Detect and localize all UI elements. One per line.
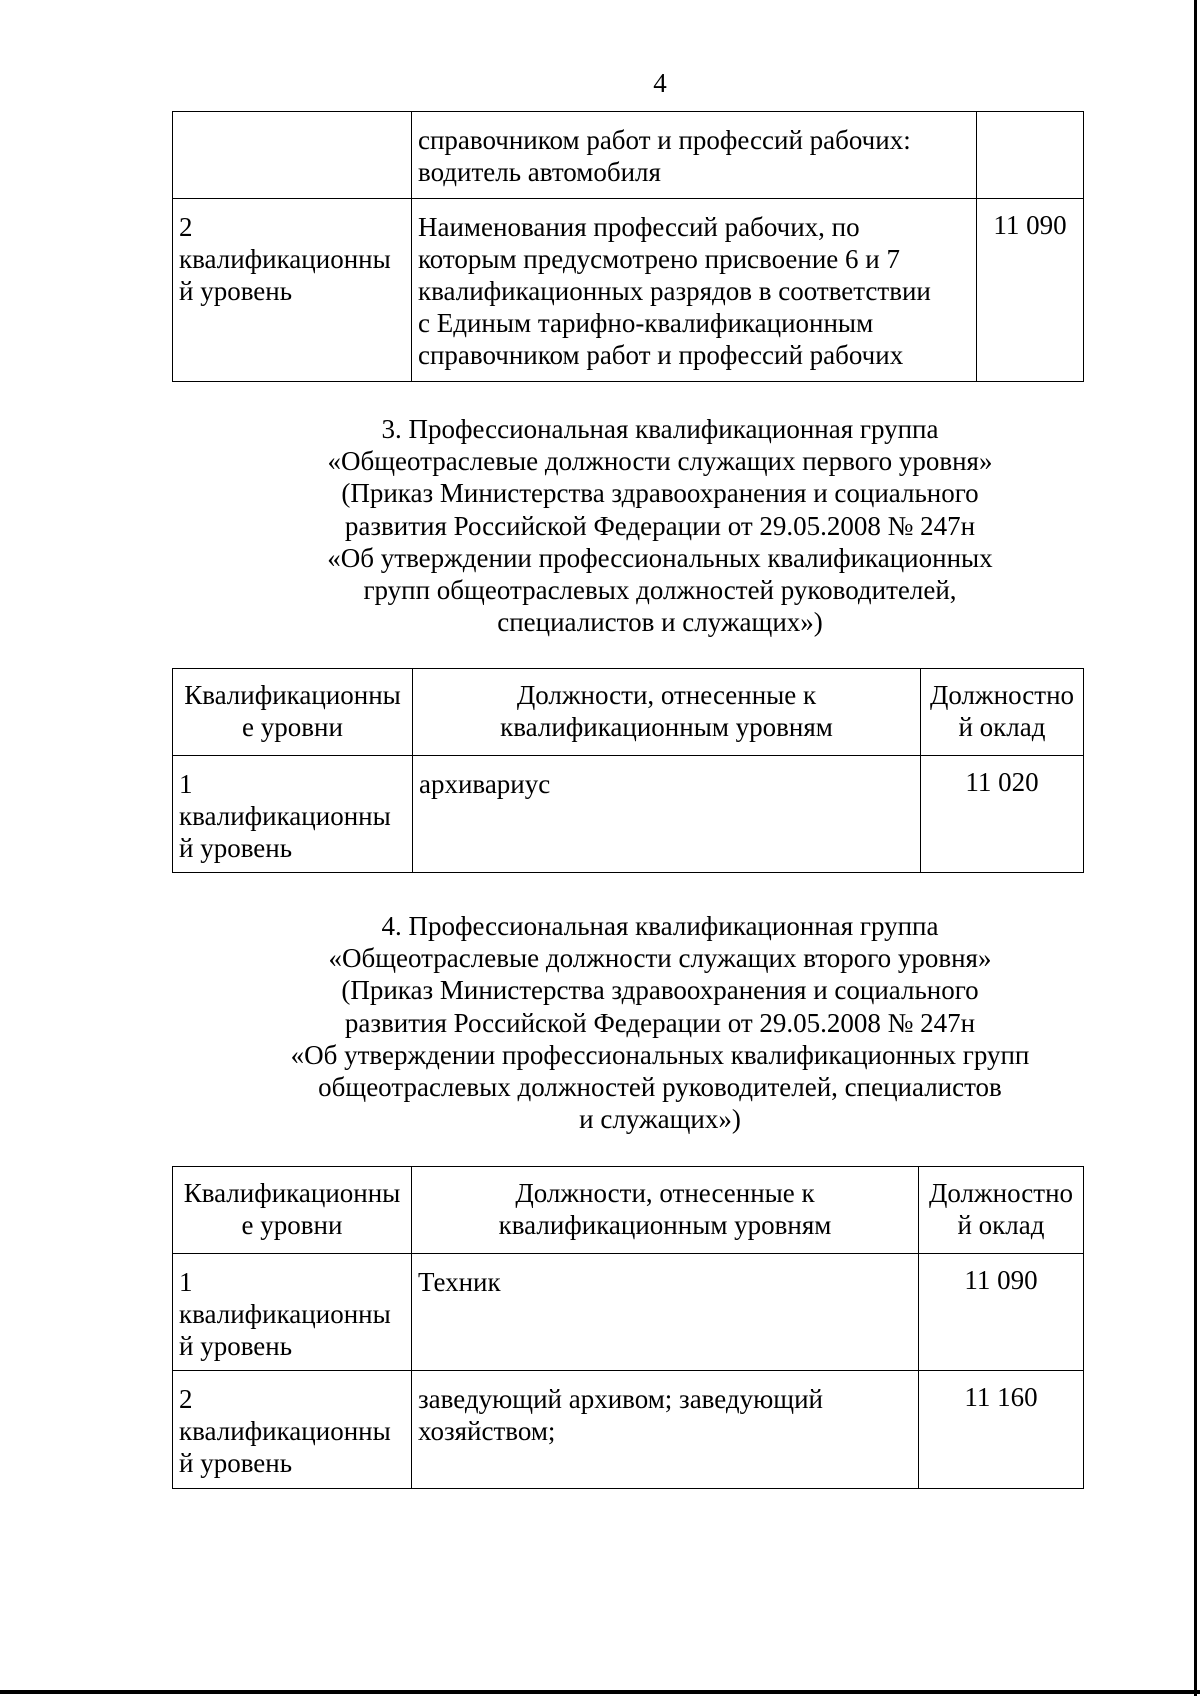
header-text-line: Должностно — [928, 1178, 1074, 1208]
heading-line: «Общеотраслевые должности служащих первого уровня» — [327, 446, 993, 477]
header-positions — [413, 669, 921, 756]
header-text-line: квалификационным уровням — [498, 1210, 832, 1240]
header-text-line: Должности, отнесенные к — [516, 680, 817, 710]
level-text-line: й уровень — [179, 1448, 293, 1478]
level-text-line: й уровень — [179, 833, 293, 863]
section-3-heading — [200, 413, 1120, 638]
heading-line: «Общеотраслевые должности служащих второго уровня» — [328, 943, 992, 974]
heading-line: «Об утверждении профессиональных квалификационных групп — [290, 1039, 1030, 1070]
table-row — [173, 756, 1084, 873]
cell-text-line: справочником работ и профессий рабочих: — [418, 125, 911, 155]
page-edge-bottom — [0, 1690, 1200, 1694]
table-row — [173, 1254, 1084, 1371]
salary-cell: 11 020 — [921, 756, 1084, 873]
level-cell — [173, 1254, 412, 1371]
level-cell — [173, 199, 412, 382]
heading-line: специалистов и служащих») — [497, 607, 823, 638]
table-row — [173, 1371, 1084, 1489]
heading-line: «Об утверждении профессиональных квалификационных — [327, 542, 993, 573]
header-positions — [412, 1167, 919, 1254]
level-number: 2 — [179, 212, 193, 242]
salary-cell: 11 160 — [919, 1371, 1084, 1489]
header-levels — [173, 1167, 412, 1254]
header-levels — [173, 669, 413, 756]
positions-cell: архивариус — [413, 756, 921, 873]
positions-cell: Техник — [412, 1254, 919, 1371]
description-cell — [412, 112, 977, 199]
heading-line: 4. Профессиональная квалификационная группа — [381, 911, 939, 941]
cell-text-line: хозяйством; — [418, 1416, 556, 1446]
level-text-line: й уровень — [179, 276, 293, 306]
level-cell — [173, 756, 413, 873]
level-number: 1 — [179, 769, 193, 799]
heading-line: общеотраслевых должностей руководителей, специалистов — [318, 1072, 1002, 1103]
salary-cell — [977, 112, 1084, 199]
cell-text-line: которым предусмотрено присвоение 6 и 7 — [418, 244, 900, 274]
table-header-row — [173, 669, 1084, 756]
header-text-line: Квалификационны — [184, 680, 401, 710]
heading-line: развития Российской Федерации от 29.05.2008 № 247н — [344, 1007, 976, 1038]
table-continuation — [172, 111, 1084, 382]
level-cell — [173, 112, 412, 199]
section-3-table — [172, 668, 1084, 873]
level-text-line: квалификационны — [179, 1416, 391, 1446]
level-text-line: квалификационны — [179, 244, 391, 274]
page-edge-right — [1194, 0, 1197, 1696]
heading-line: (Приказ Министерства здравоохранения и социального — [341, 975, 979, 1006]
positions-cell — [412, 1371, 919, 1489]
header-salary — [921, 669, 1084, 756]
level-text-line: й уровень — [179, 1331, 293, 1361]
table-header-row — [173, 1167, 1084, 1254]
cell-text-line: квалификационных разрядов в соответствии — [418, 276, 931, 306]
cell-text-line: справочником работ и профессий рабочих — [418, 340, 904, 370]
description-cell — [412, 199, 977, 382]
header-text-line: Должностно — [929, 680, 1075, 710]
header-text-line: й оклад — [958, 712, 1046, 742]
header-text-line: й оклад — [957, 1210, 1045, 1240]
header-text-line: квалификационным уровням — [500, 712, 833, 742]
table-row — [173, 199, 1084, 382]
cell-text-line: заведующий архивом; заведующий — [418, 1384, 823, 1414]
salary-cell: 11 090 — [919, 1254, 1084, 1371]
page-number: 4 — [653, 68, 667, 98]
level-number: 2 — [179, 1384, 193, 1414]
heading-line: развития Российской Федерации от 29.05.2008 № 247н — [344, 510, 976, 541]
cell-text-line: водитель автомобиля — [418, 157, 661, 187]
cell-text-line: с Единым тарифно-квалификационным — [418, 308, 874, 338]
salary-cell: 11 090 — [977, 199, 1084, 382]
heading-line: групп общеотраслевых должностей руководителей, — [363, 575, 957, 606]
level-cell — [173, 1371, 412, 1489]
cell-text-line: Наименования профессий рабочих, по — [418, 212, 860, 242]
header-text-line: Должности, отнесенные к — [515, 1178, 815, 1208]
header-text-line: Квалификационны — [183, 1178, 401, 1208]
section-4-table — [172, 1166, 1084, 1489]
header-text-line: е уровни — [241, 1210, 343, 1240]
level-text-line: квалификационны — [179, 1299, 391, 1329]
level-number: 1 — [179, 1267, 193, 1297]
heading-line: и служащих») — [579, 1104, 741, 1135]
header-text-line: е уровни — [242, 712, 343, 742]
heading-line: 3. Профессиональная квалификационная группа — [381, 414, 939, 444]
header-salary — [919, 1167, 1084, 1254]
table-row — [173, 112, 1084, 199]
level-text-line: квалификационны — [179, 801, 391, 831]
section-4-heading — [200, 910, 1120, 1135]
heading-line: (Приказ Министерства здравоохранения и социального — [341, 478, 979, 509]
